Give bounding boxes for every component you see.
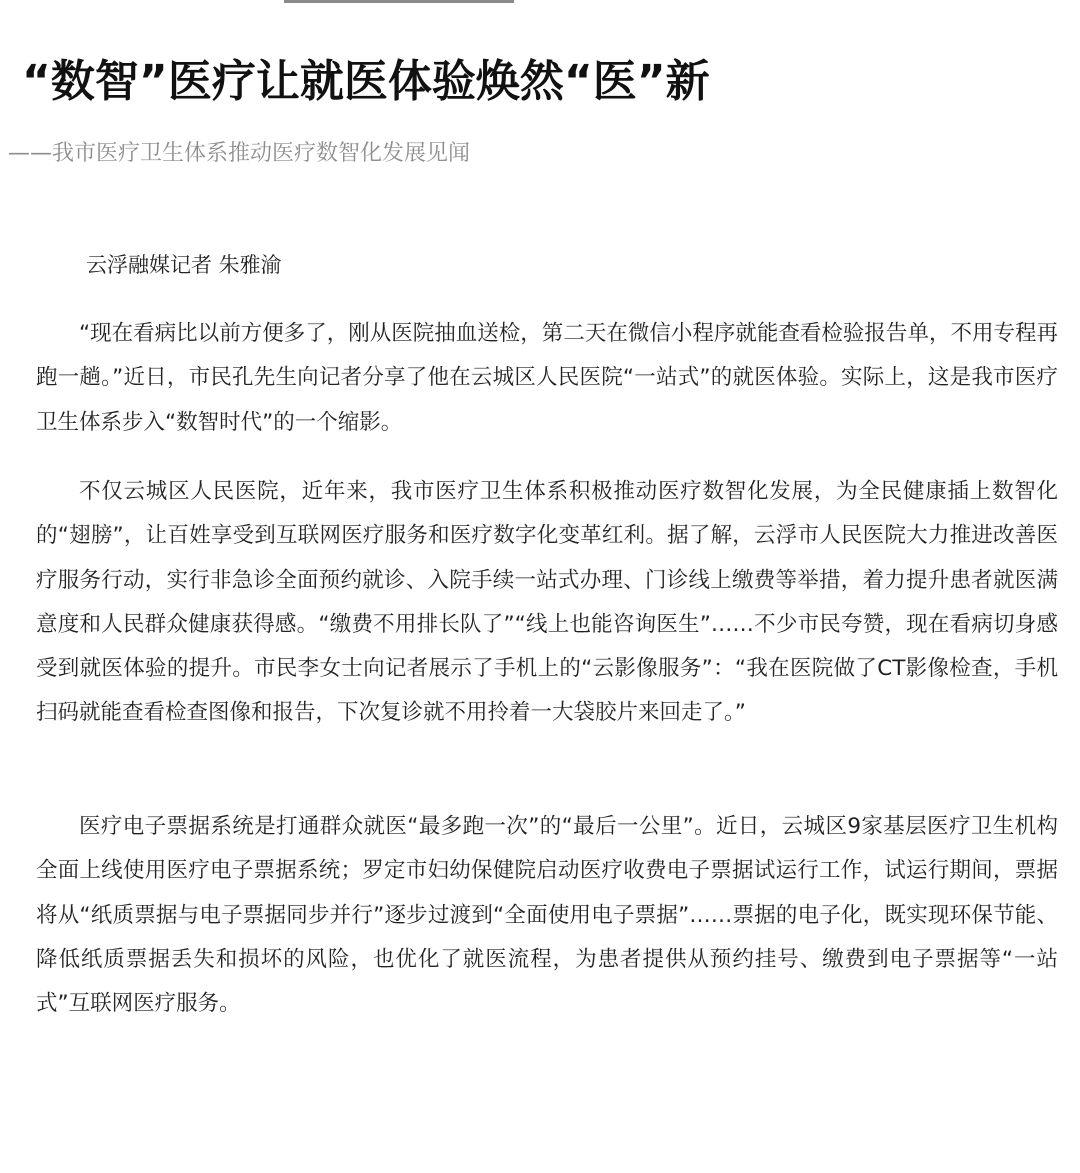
article-paragraph: “现在看病比以前方便多了，刚从医院抽血送检，第二天在微信小程序就能查看检验报告单，不用专程再跑一趟。”近日，市民孔先生向记者分享了他在云城区人民医院“一站式”的就医体验。实际上，这是我市医疗卫生体系步入“数智时代”的一个缩影。 (36, 321, 1058, 435)
article-paragraph: 不仅云城区人民医院，近年来，我市医疗卫生体系积极推动医疗数智化发展，为全民健康插上数智化的“翅膀”，让百姓享受到互联网医疗服务和医疗数字化变革红利。据了解，云浮市人民医院大力推进改善医疗服务行动，实行非急诊全面预约就诊、入院手续一站式办理、门诊线上缴费等举措，着力提升患者就医满意度和人民群众健康获得感。“缴费不用排长队了”“线上也能咨询医生”……不少市民夸赞，现在看病切身感受到就医体验的提升。市民李女士向记者展示了手机上的“云影像服务”：“我在医院做了CT影像检查，手机扫码就能查看检查图像和报告，下次复诊就不用拎着一大袋胶片来回走了。” (36, 479, 1058, 726)
top-divider (284, 0, 514, 3)
article-byline: 云浮融媒记者 朱雅渝 (86, 253, 282, 277)
article-title: “数智”医疗让就医体验焕然“医”新 (22, 56, 710, 107)
article-paragraph: 医疗电子票据系统是打通群众就医“最多跑一次”的“最后一公里”。近日，云城区9家基层医疗卫生机构全面上线使用医疗电子票据系统；罗定市妇幼保健院启动医疗收费电子票据试运行工作，试运行期间，票据将从“纸质票据与电子票据同步并行”逐步过渡到“全面使用电子票据”……票据的电子化，既实现环保节能、降低纸质票据丢失和损坏的风险，也优化了就医流程，为患者提供从预约挂号、缴费到电子票据等“一站式”互联网医疗服务。 (36, 814, 1058, 1017)
article-subtitle: ——我市医疗卫生体系推动医疗数智化发展见闻 (8, 141, 471, 166)
